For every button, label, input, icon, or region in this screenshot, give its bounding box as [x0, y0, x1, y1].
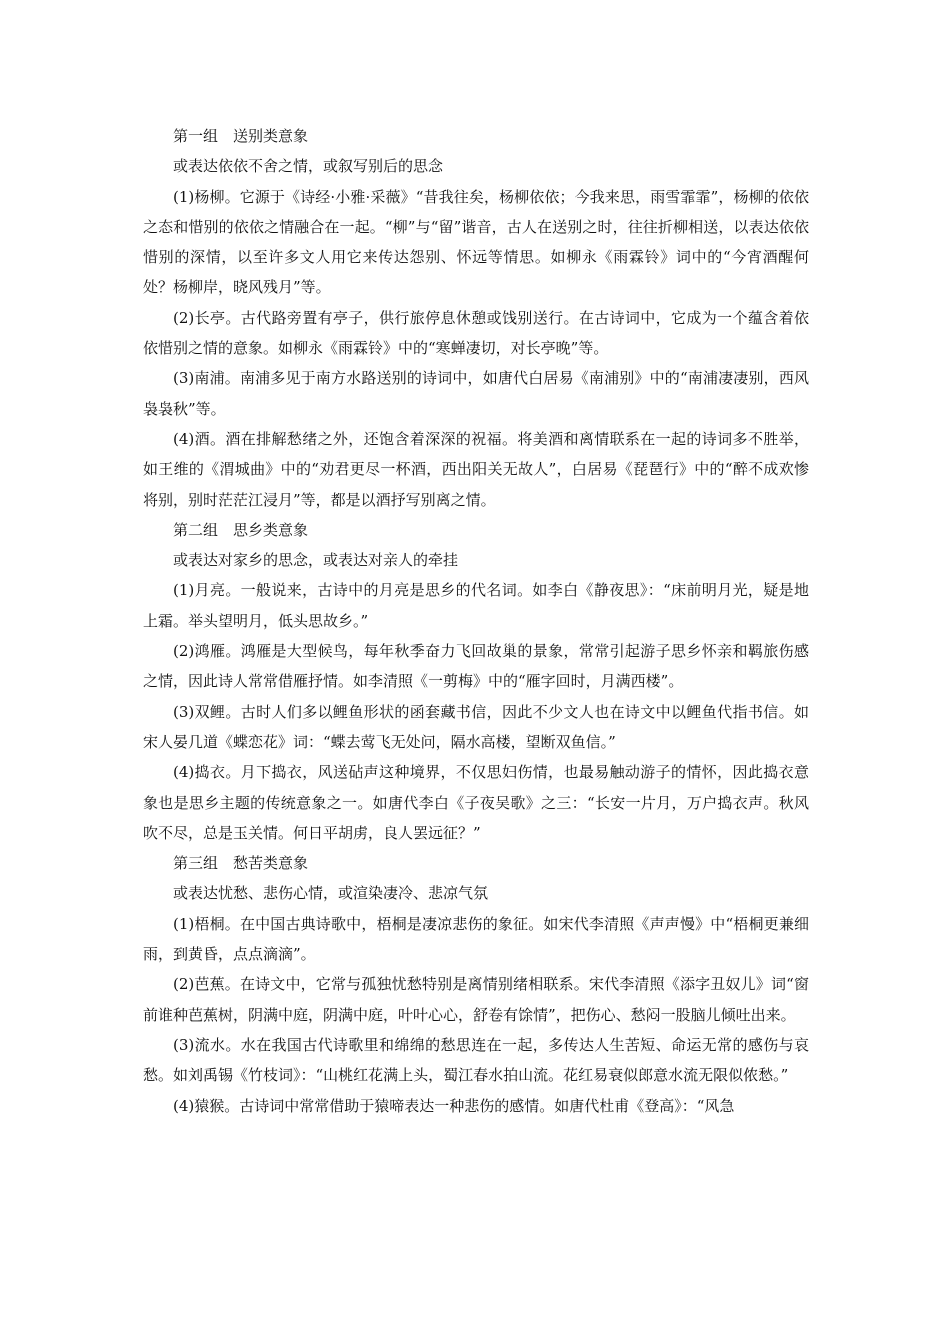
- section-heading-homesick: 第二组 思乡类意象: [173, 520, 309, 539]
- section-intro: 或表达依依不舍之情，或叙写别后的思念: [173, 157, 444, 176]
- paragraph: (1)月亮。一般说来，古诗中的月亮是思乡的代名词。如李白《静夜思》：“床前明月光，疑是地上霜。举头望明月，低头思故乡。”: [143, 581, 809, 630]
- paragraph: (2)芭蕉。在诗文中，它常与孤独忧愁特别是离情别绪相联系。宋代李清照《添字丑奴儿》词“窗前谁种芭蕉树，阴满中庭，阴满中庭，叶叶心心，舒卷有馀情”，把伤心、愁闷一股脑儿倾吐出来。: [143, 975, 809, 1024]
- paragraph: (2)长亭。古代路旁置有亭子，供行旅停息休憩或饯别送行。在古诗词中，它成为一个蕴含着依依惜别之情的意象。如柳永《雨霖铃》中的“寒蝉凄切，对长亭晚”等。: [143, 308, 809, 358]
- document-body: [143, 121, 809, 1121]
- section-intro: 或表达对家乡的思念，或表达对亲人的牵挂: [173, 551, 459, 570]
- paragraph: (4)酒。酒在排解愁绪之外，还饱含着深深的祝福。将美酒和离情联系在一起的诗词多不胜举，如王维的《渭城曲》中的“劝君更尽一杯酒，西出阳关无故人”，白居易《琵琶行》中的“醉不成欢惨将别，别时茫茫江浸月”等，都是以酒抒写别离之情。: [143, 429, 809, 509]
- paragraph: (4)猿猴。古诗词中常常借助于猿啼表达一种悲伤的感情。如唐代杜甫《登高》：“风急: [173, 1096, 735, 1115]
- paragraph: (4)捣衣。月下捣衣，风送砧声这种境界，不仅思妇伤情，也最易触动游子的情怀，因此捣衣意象也是思乡主题的传统意象之一。如唐代李白《子夜吴歌》之三：“长安一片月，万户捣衣声。秋风吹不尽，总是玉关情。何日平胡虏，良人罢远征？”: [143, 763, 809, 842]
- paragraph: (3)双鲤。古时人们多以鲤鱼形状的函套藏书信，因此不少文人也在诗文中以鲤鱼代指书信。如宋人晏几道《蝶恋花》词：“蝶去莺飞无处问，隔水高楼，望断双鱼信。”: [143, 702, 809, 751]
- paragraph: (3)南浦。南浦多见于南方水路送别的诗词中，如唐代白居易《南浦别》中的“南浦凄凄别，西风袅袅秋”等。: [143, 369, 809, 418]
- paragraph: (1)梧桐。在中国古典诗歌中，梧桐是凄凉悲伤的象征。如宋代李清照《声声慢》中“梧桐更兼细雨，到黄昏，点点滴滴”。: [143, 914, 809, 964]
- section-intro: 或表达忧愁、悲伤心情，或渲染凄冷、悲凉气氛: [173, 884, 489, 903]
- paragraph: (3)流水。水在我国古代诗歌里和绵绵的愁思连在一起，多传达人生苦短、命运无常的感伤与哀愁。如刘禹锡《竹枝词》：“山桃红花满上头，蜀江春水拍山流。花红易衰似郎意水流无限似侬愁。”: [143, 1035, 809, 1085]
- section-heading-sorrow: 第三组 愁苦类意象: [173, 854, 309, 873]
- paragraph: (1)杨柳。它源于《诗经·小雅·采薇》“昔我往矣，杨柳依依；今我来思，雨雪霏霏”，杨柳的依依之态和惜别的依依之情融合在一起。“柳”与“留”谐音，古人在送别之时，往往折柳相送，以表达依依惜别的深情，以至许多文人用它来传达怨别、怀远等情思。如柳永《雨霖铃》词中的“今宵酒醒何处？杨柳岸，晓风残月”等。: [143, 187, 809, 297]
- section-heading-farewell: 第一组 送别类意象: [173, 127, 309, 145]
- paragraph: (2)鸿雁。鸿雁是大型候鸟，每年秋季奋力飞回故巢的景象，常常引起游子思乡怀亲和羁旅伤感之情，因此诗人常常借雁抒情。如李清照《一剪梅》中的“雁字回时，月满西楼”。: [143, 642, 809, 691]
